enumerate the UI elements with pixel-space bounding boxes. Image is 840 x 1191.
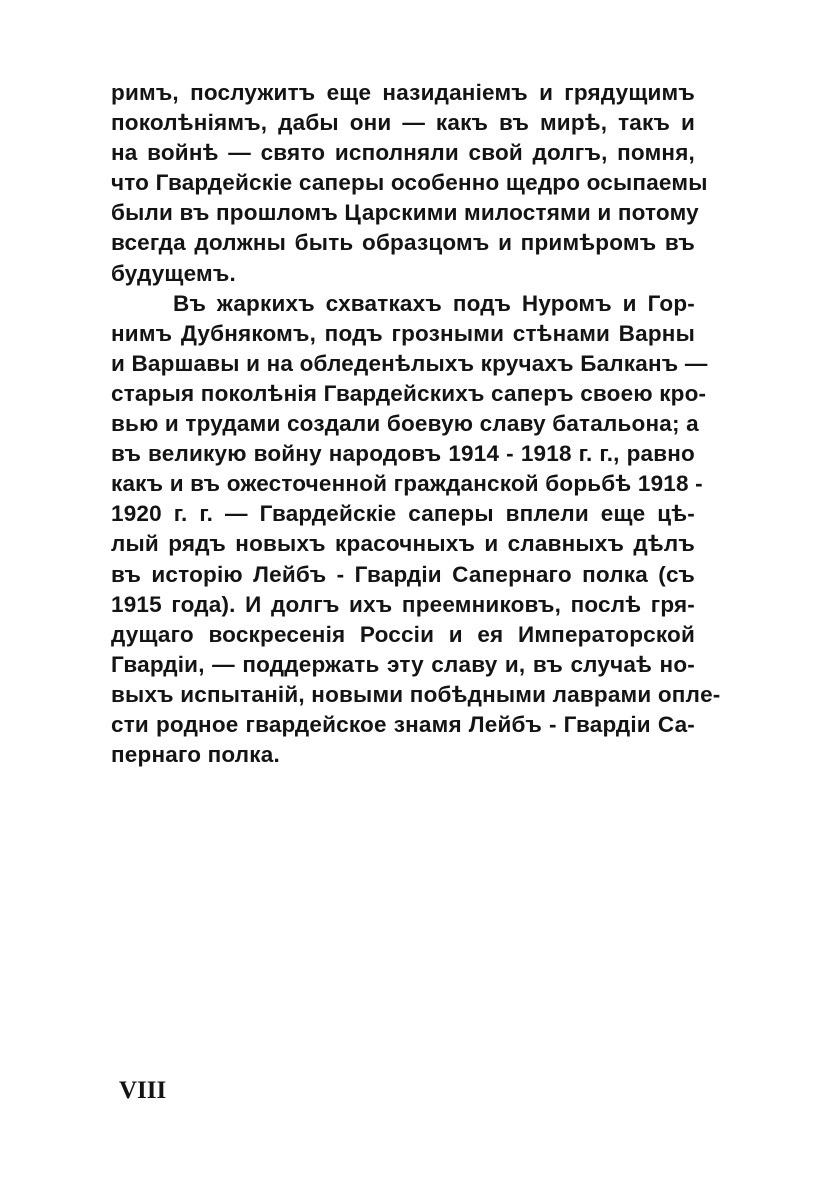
text-line: дущаго воскресенія Россіи и ея Императорской <box>111 621 695 647</box>
text-line: 1920 г. г. — Гвардейскіе саперы вплели еще цѣ- <box>111 501 695 527</box>
page-number: VIII <box>119 1077 167 1104</box>
text-line: что Гвардейскіе саперы особенно щедро осыпаемы <box>111 170 708 196</box>
text-line: всегда должны быть образцомъ и примѣромъ въ <box>111 230 695 256</box>
text-line: выхъ испытаній, новыми побѣдными лаврами оплe- <box>111 681 721 707</box>
text-line: старыя поколѣнія Гвардейскихъ саперъ своею кро- <box>111 380 707 406</box>
text-block <box>111 78 721 770</box>
text-line: на войнѣ — свято исполняли свой долгъ, помня, <box>111 140 695 166</box>
text-line: поколѣніямъ, дабы они — какъ въ мирѣ, такъ и <box>111 110 695 136</box>
text-line: пернаго полка. <box>111 742 280 768</box>
text-line: сти родное гвардейское знамя Лейбъ - Гвардіи Са- <box>111 711 695 737</box>
text-line: Гвардіи, — поддержать эту славу и, въ случаѣ но- <box>111 651 695 677</box>
text-line: какъ и въ ожесточенной гражданской борьбѣ 1918 - <box>111 471 703 497</box>
text-line: въ исторію Лейбъ - Гвардіи Сапернаго полка (съ <box>111 561 695 587</box>
text-line: Въ жаркихъ схваткахъ подъ Нуромъ и Гор- <box>173 290 695 316</box>
text-line: въ великую войну народовъ 1914 - 1918 г. г., равно <box>111 441 695 467</box>
text-line: вью и трудами создали боевую славу батальона; а <box>111 411 699 437</box>
text-line: нимъ Дубнякомъ, подъ грозными стѣнами Варны <box>111 320 695 346</box>
text-line: были въ прошломъ Царскими милостями и потому <box>111 200 699 226</box>
text-line: лый рядъ новыхъ красочныхъ и славныхъ дѣлъ <box>111 531 695 557</box>
text-line: римъ, послужитъ еще назиданіемъ и грядущимъ <box>111 80 695 105</box>
text-line: 1915 года). И долгъ ихъ преемниковъ, послѣ гря- <box>111 591 695 617</box>
text-line: будущемъ. <box>111 260 236 286</box>
text-line: и Варшавы и на обледенѣлыхъ кручахъ Балканъ — <box>111 350 708 376</box>
